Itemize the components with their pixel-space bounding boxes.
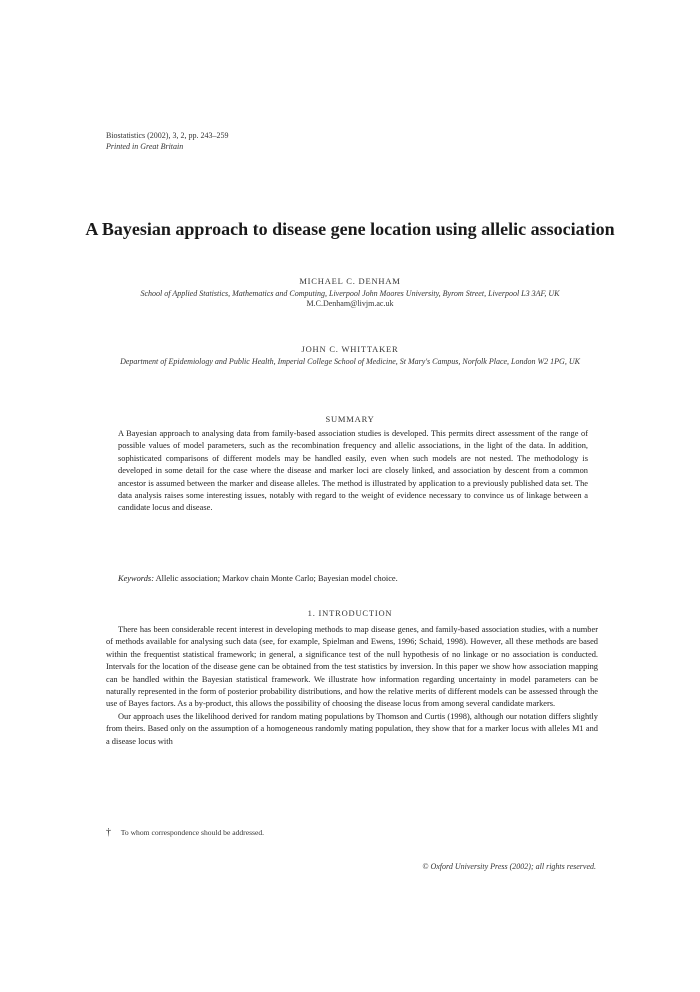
journal-print-note: Printed in Great Britain bbox=[106, 142, 184, 151]
intro-paragraph-1: There has been considerable recent interest in developing methods to map disease genes, and family-based association studies, with a number of methods available for analysing such data (see, for example, Spielman and Ewens, 1996; Schaid, 1998). However, all these methods are based within the frequentist statistical framework; in general, a significance test of the null hypothesis of no linkage or no association is conducted. Intervals for the location of the disease gene can be obtained from the test statistics by inversion. In this paper we show how association mapping can be handled within the Bayesian statistical framework. We illustrate how information regarding uncertainty in model parameters can be naturally represented in the form of posterior probability distributions, and how the relative merits of different models can be assessed through the use of Bayes factors. As a by-product, this allows the possibility of choosing the disease locus from among several candidate markers. bbox=[106, 625, 598, 709]
journal-header bbox=[106, 130, 228, 152]
author-email-1: M.C.Denham@livjm.ac.uk bbox=[306, 299, 394, 308]
intro-paragraph-2: Our approach uses the likelihood derived for random mating populations by Thomson and Curtis (1998), although our notation differs slightly from theirs. Based only on the assumption of a homogeneous randomly mating population, they show that for a marker locus with alleles M1 and a disease locus with bbox=[106, 711, 598, 746]
footnote-text: To whom correspondence should be addressed. bbox=[120, 828, 265, 837]
summary-heading: SUMMARY bbox=[325, 414, 375, 424]
paper-title: A Bayesian approach to disease gene location using allelic association bbox=[85, 219, 615, 239]
author-name-2: JOHN C. WHITTAKER bbox=[301, 344, 399, 354]
footnote-mark: † bbox=[106, 827, 111, 838]
keywords-label: Keywords: bbox=[118, 574, 154, 583]
journal-citation: Biostatistics (2002), 3, 2, pp. 243–259 bbox=[106, 131, 229, 140]
author-affiliation-1: School of Applied Statistics, Mathematics and Computing, Liverpool John Moores University, Byrom Street, Liverpool L3 3AF, UK bbox=[140, 289, 560, 298]
introduction-body bbox=[106, 624, 598, 748]
footnote bbox=[106, 828, 598, 838]
copyright-line: © Oxford University Press (2002); all rights reserved. bbox=[422, 862, 596, 871]
author-name-1: MICHAEL C. DENHAM bbox=[299, 276, 401, 286]
summary-text: A Bayesian approach to analysing data from family-based association studies is developed. This permits direct assessment of the range of possible values of model parameters, such as the recombination frequency and allelic associations, in the light of the data. In addition, sophisticated comparisons of different models may be handled easily, even when such models are not nested. The methodology is developed in some detail for the case where the disease and marker loci are closely linked, and association by descent from a common ancestor is assumed between the marker and disease alleles. The method is illustrated by application to a previously published data set. The data analysis raises some interesting issues, notably with regard to the weight of evidence necessary to convince us of linkage between a candidate locus and disease. bbox=[118, 429, 588, 513]
title-block bbox=[80, 218, 620, 240]
author-block-2 bbox=[110, 344, 590, 367]
introduction-heading: 1. INTRODUCTION bbox=[307, 608, 393, 618]
author-affiliation-2: Department of Epidemiology and Public Health, Imperial College School of Medicine, St Mary's Campus, Norfolk Place, London W2 1PG, UK bbox=[120, 357, 580, 366]
author-block-1 bbox=[110, 276, 590, 309]
keywords-text: Allelic association; Markov chain Monte Carlo; Bayesian model choice. bbox=[155, 574, 398, 583]
keywords-line bbox=[118, 573, 588, 584]
